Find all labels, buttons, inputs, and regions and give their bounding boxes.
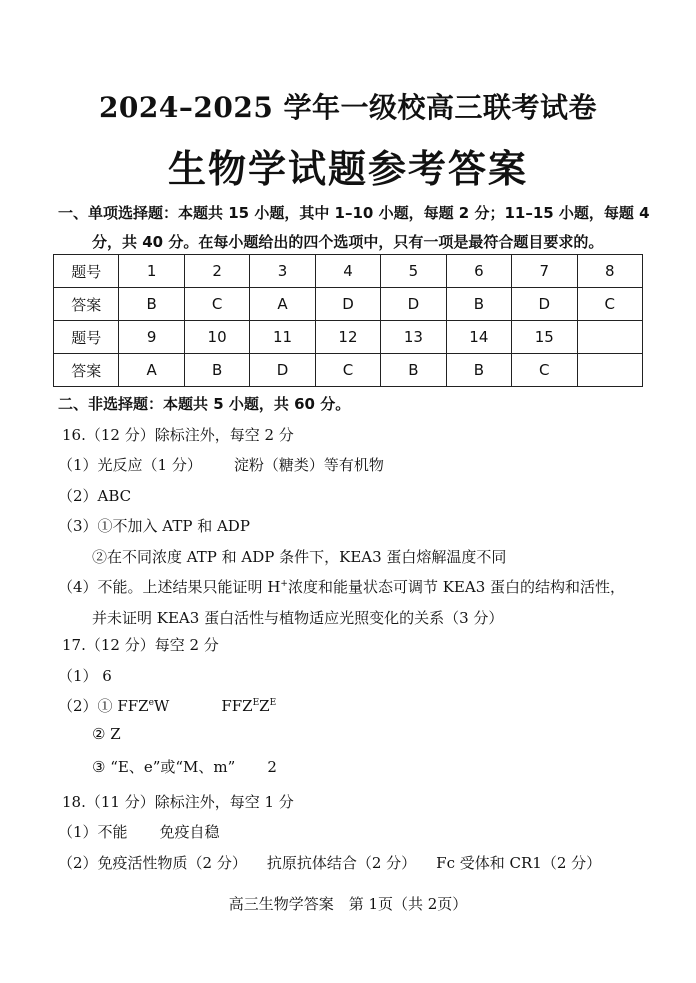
table-cell: 8: [577, 255, 643, 288]
table-row: [54, 354, 643, 387]
q17-genotype-2-sup2: E: [269, 698, 277, 708]
q17-answer-2c: [92, 756, 277, 777]
table-cell: 3: [250, 255, 315, 288]
q17-genotype-1-sup: e: [148, 698, 154, 708]
q16-answer-4a: [58, 576, 625, 597]
table-cell: 14: [446, 321, 511, 354]
table-cell: D: [512, 288, 577, 321]
table-cell: 12: [315, 321, 380, 354]
q18-heading: 18.（11 分）除标注外，每空 1 分: [62, 793, 294, 811]
q18-answer-1b: 免疫自稳: [159, 823, 220, 841]
q18-answer-1a: （1）不能: [58, 823, 128, 841]
table-cell: [577, 354, 643, 387]
q17-answer-2a-label: （2）①: [58, 697, 118, 715]
table-cell: 4: [315, 255, 380, 288]
table-cell: B: [119, 288, 184, 321]
table-cell: A: [250, 288, 315, 321]
table-cell: 6: [446, 255, 511, 288]
q18-answer-2b: 抗原抗体结合（2 分）: [266, 854, 417, 872]
table-cell: C: [184, 288, 249, 321]
page-footer: 高三生物学答案 第 1页（共 2页）: [228, 895, 468, 913]
q18-answer-1: [58, 821, 220, 842]
table-cell: 9: [119, 321, 184, 354]
q16-answer-1: [58, 454, 384, 475]
q17-answer-1: （1） 6: [58, 667, 112, 685]
section2-heading: 二、非选择题：本题共 5 小题，共 60 分。: [58, 395, 351, 413]
q16-answer-4b: 并未证明 KEA3 蛋白活性与植物适应光照变化的关系（3 分）: [92, 609, 504, 627]
table-cell: C: [512, 354, 577, 387]
q17-answer-2a: [58, 695, 276, 716]
q16-answer-2: （2）ABC: [58, 487, 132, 505]
table-cell: D: [250, 354, 315, 387]
answer-key-title: 生物学试题参考答案: [167, 146, 528, 191]
section1-line1: 一、单项选择题：本题共 15 小题，其中 1–10 小题，每题 2 分；11–15 小题，每题 4: [58, 204, 650, 222]
q16-answer-4a-pre: （4）不能。上述结果只能证明 H: [58, 578, 281, 596]
q17-heading: 17.（12 分）每空 2 分: [62, 636, 219, 654]
table-cell: 10: [184, 321, 249, 354]
q16-heading: 16.（12 分）除标注外，每空 2 分: [62, 426, 294, 444]
table-row-header: 答案: [54, 354, 119, 387]
table-cell: B: [446, 288, 511, 321]
table-cell: 5: [381, 255, 446, 288]
table-row-header: 题号: [54, 321, 119, 354]
q17-genotype-2-mid: Z: [259, 697, 270, 715]
table-row-header: 答案: [54, 288, 119, 321]
table-cell: 7: [512, 255, 577, 288]
q16-answer-1b: 淀粉（糖类）等有机物: [233, 456, 384, 474]
q18-answer-2c: Fc 受体和 CR1（2 分）: [436, 854, 602, 872]
table-cell: 1: [119, 255, 184, 288]
table-cell: B: [446, 354, 511, 387]
table-cell: [577, 321, 643, 354]
q17-genotype-1-pre: FFZ: [117, 697, 149, 715]
table-cell: 2: [184, 255, 249, 288]
table-row: [54, 255, 643, 288]
table-cell: D: [381, 288, 446, 321]
table-cell: 11: [250, 321, 315, 354]
section1-line2: 分，共 40 分。在每小题给出的四个选项中，只有一项是最符合题目要求的。: [92, 233, 604, 251]
q17-answer-2c-main: ③ “E、e”或“M、m”: [92, 758, 236, 776]
table-cell: B: [381, 354, 446, 387]
q17-answer-2b: ② Z: [92, 725, 121, 743]
table-cell: C: [577, 288, 643, 321]
q16-answer-1a: （1）光反应（1 分）: [58, 456, 202, 474]
table-cell: C: [315, 354, 380, 387]
table-row: [54, 321, 643, 354]
q17-genotype-2-pre: FFZ: [221, 697, 253, 715]
table-cell: B: [184, 354, 249, 387]
table-cell: 15: [512, 321, 577, 354]
q18-answer-2a: （2）免疫活性物质（2 分）: [58, 854, 247, 872]
q17-genotype-1-post: W: [153, 697, 170, 715]
table-row: [54, 288, 643, 321]
q17-genotype-2-sup1: E: [252, 698, 260, 708]
q16-answer-3a: （3）①不加入 ATP 和 ADP: [58, 517, 250, 535]
q16-answer-4a-post: 浓度和能量状态可调节 KEA3 蛋白的结构和活性，: [287, 578, 626, 596]
exam-title: 2024–2025 学年一级校高三联考试卷: [98, 91, 598, 124]
table-cell: A: [119, 354, 184, 387]
q17-answer-2c-num: 2: [267, 758, 277, 776]
answer-table: [53, 254, 643, 387]
q16-answer-3b: ②在不同浓度 ATP 和 ADP 条件下，KEA3 蛋白熔解温度不同: [92, 548, 507, 566]
table-cell: 13: [381, 321, 446, 354]
table-cell: D: [315, 288, 380, 321]
q16-answer-4a-sup: +: [280, 579, 288, 589]
q18-answer-2: [58, 852, 601, 873]
table-row-header: 题号: [54, 255, 119, 288]
